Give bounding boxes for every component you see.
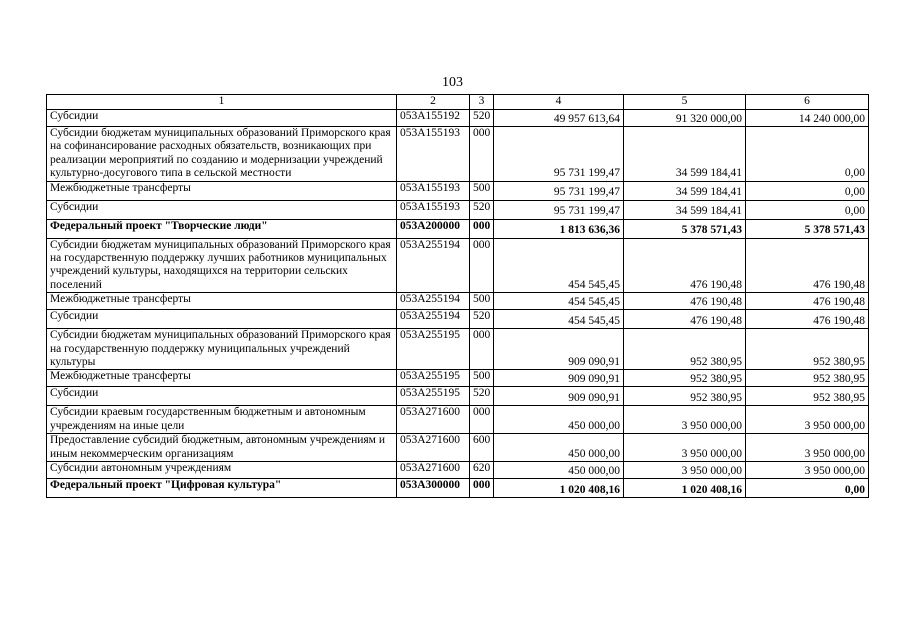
table-row [47,238,869,293]
row-value-3: 476 190,48 [746,238,869,293]
row-value-2: 34 599 184,41 [624,181,746,200]
row-type: 520 [470,200,494,219]
row-value-2: 34 599 184,41 [624,200,746,219]
row-type: 000 [470,238,494,293]
row-value-2: 952 380,95 [624,387,746,406]
row-code: 053A255195 [397,370,470,387]
row-value-1: 450 000,00 [494,462,624,479]
row-value-1: 95 731 199,47 [494,181,624,200]
row-type: 500 [470,181,494,200]
row-name: Межбюджетные трансферты [47,370,397,387]
row-value-1: 454 545,45 [494,310,624,329]
row-value-3: 952 380,95 [746,329,869,370]
row-code: 053A255194 [397,293,470,310]
table-row [47,462,869,479]
row-name: Субсидии бюджетам муниципальных образований Приморского края на софинансирование расходных обязательств, возникающих при реализации мероприятий по созданию и модернизации учреждений культурно-досугового типа в сельской местности [47,127,397,182]
table-row [47,310,869,329]
row-code: 053A155193 [397,127,470,182]
table-row [47,370,869,387]
table-row [47,434,869,462]
row-value-3: 5 378 571,43 [746,219,869,238]
column-header: 2 [397,95,470,110]
row-type: 000 [470,479,494,498]
row-code: 053A155193 [397,200,470,219]
row-name: Федеральный проект "Творческие люди" [47,219,397,238]
row-value-1: 909 090,91 [494,370,624,387]
column-header: 3 [470,95,494,110]
row-value-2: 476 190,48 [624,310,746,329]
budget-table [46,94,869,498]
row-name: Субсидии бюджетам муниципальных образований Приморского края на государственную поддержку муниципальных учреждений культуры [47,329,397,370]
row-value-2: 3 950 000,00 [624,406,746,434]
row-value-1: 454 545,45 [494,293,624,310]
row-value-1: 909 090,91 [494,387,624,406]
row-type: 600 [470,434,494,462]
row-value-3: 0,00 [746,181,869,200]
table-row [47,329,869,370]
row-value-3: 3 950 000,00 [746,462,869,479]
row-code: 053A200000 [397,219,470,238]
row-value-1: 454 545,45 [494,238,624,293]
row-type: 620 [470,462,494,479]
row-name: Межбюджетные трансферты [47,181,397,200]
row-value-2: 952 380,95 [624,370,746,387]
row-code: 053A255195 [397,387,470,406]
row-name: Субсидии [47,310,397,329]
row-value-1: 1 813 636,36 [494,219,624,238]
table-header-row [47,95,869,110]
row-type: 520 [470,110,494,127]
row-value-2: 1 020 408,16 [624,479,746,498]
row-value-2: 3 950 000,00 [624,434,746,462]
table-row [47,479,869,498]
row-type: 000 [470,406,494,434]
row-name: Предоставление субсидий бюджетным, автономным учреждениям и иным некоммерческим организациям [47,434,397,462]
table-row [47,406,869,434]
table-row [47,293,869,310]
row-value-3: 0,00 [746,200,869,219]
table-row [47,110,869,127]
row-value-2: 34 599 184,41 [624,127,746,182]
row-type: 500 [470,293,494,310]
row-value-3: 0,00 [746,127,869,182]
row-value-1: 450 000,00 [494,406,624,434]
table-row [47,127,869,182]
row-value-2: 91 320 000,00 [624,110,746,127]
row-value-2: 3 950 000,00 [624,462,746,479]
row-value-1: 95 731 199,47 [494,200,624,219]
row-value-3: 0,00 [746,479,869,498]
row-code: 053A155193 [397,181,470,200]
row-code: 053A271600 [397,406,470,434]
row-value-1: 909 090,91 [494,329,624,370]
row-code: 053A271600 [397,462,470,479]
row-name: Субсидии краевым государственным бюджетным и автономным учреждениям на иные цели [47,406,397,434]
row-code: 053A255194 [397,238,470,293]
row-value-1: 1 020 408,16 [494,479,624,498]
row-value-3: 952 380,95 [746,370,869,387]
row-type: 000 [470,219,494,238]
row-code: 053A300000 [397,479,470,498]
row-name: Субсидии [47,387,397,406]
row-value-3: 476 190,48 [746,293,869,310]
row-name: Федеральный проект "Цифровая культура" [47,479,397,498]
row-value-3: 476 190,48 [746,310,869,329]
row-code: 053A255194 [397,310,470,329]
row-value-3: 14 240 000,00 [746,110,869,127]
row-value-3: 3 950 000,00 [746,406,869,434]
row-value-2: 952 380,95 [624,329,746,370]
row-type: 520 [470,310,494,329]
row-value-1: 95 731 199,47 [494,127,624,182]
row-code: 053A271600 [397,434,470,462]
page-number: 103 [442,75,463,90]
column-header: 6 [746,95,869,110]
row-name: Субсидии бюджетам муниципальных образований Приморского края на государственную поддержку лучших работников муниципальных учреждений культуры, находящихся на территории сельских поселений [47,238,397,293]
table-row [47,181,869,200]
column-header: 1 [47,95,397,110]
row-value-2: 476 190,48 [624,238,746,293]
table-row [47,387,869,406]
row-name: Субсидии [47,200,397,219]
row-type: 000 [470,127,494,182]
row-name: Межбюджетные трансферты [47,293,397,310]
table-row [47,219,869,238]
row-value-3: 952 380,95 [746,387,869,406]
row-type: 000 [470,329,494,370]
row-value-3: 3 950 000,00 [746,434,869,462]
row-code: 053A255195 [397,329,470,370]
row-name: Субсидии [47,110,397,127]
column-header: 4 [494,95,624,110]
row-code: 053A155192 [397,110,470,127]
row-value-2: 5 378 571,43 [624,219,746,238]
row-name: Субсидии автономным учреждениям [47,462,397,479]
row-value-1: 49 957 613,64 [494,110,624,127]
row-type: 500 [470,370,494,387]
row-value-1: 450 000,00 [494,434,624,462]
row-type: 520 [470,387,494,406]
row-value-2: 476 190,48 [624,293,746,310]
table-row [47,200,869,219]
column-header: 5 [624,95,746,110]
